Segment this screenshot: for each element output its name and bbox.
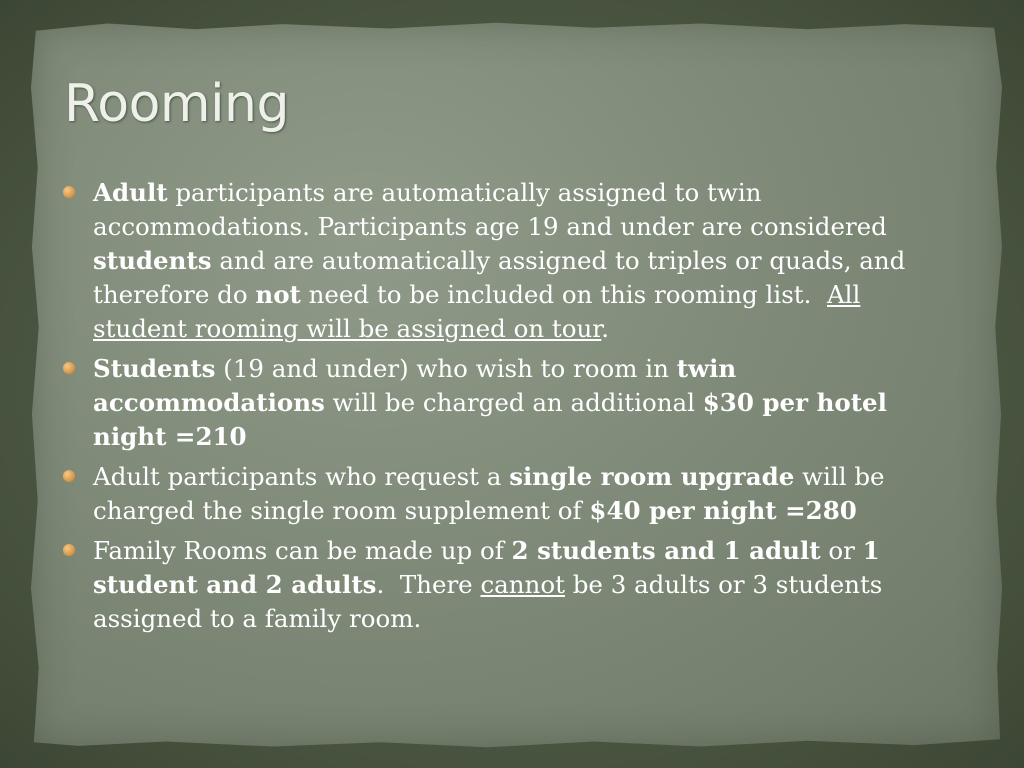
bullet-list xyxy=(60,176,960,642)
text: . There xyxy=(376,570,481,599)
text: Adult participants who request a xyxy=(93,462,510,491)
text-bold: 2 students and 1 adult xyxy=(511,536,821,565)
bullet-item xyxy=(60,460,960,528)
text: . xyxy=(601,314,610,343)
bullet-dot-icon xyxy=(63,470,75,482)
bullet-dot-icon xyxy=(63,362,75,374)
slide-title: Rooming xyxy=(64,74,289,134)
text-bold: single room upgrade xyxy=(509,462,795,491)
text-bold: $30 per hotel night =210 xyxy=(93,388,887,451)
text: or xyxy=(820,536,863,565)
text-underline: cannot xyxy=(480,570,565,599)
text-bold: $40 per night =280 xyxy=(589,496,857,525)
bullet-item xyxy=(60,534,960,636)
text-underline: All student rooming will be assigned on tour xyxy=(93,280,861,343)
text-bold: Students xyxy=(93,354,216,383)
text-bold: students xyxy=(93,246,212,275)
text: participants are automatically assigned to twin accommodations. Participants age 19 and under are considered xyxy=(93,178,887,241)
bullet-dot-icon xyxy=(63,544,75,556)
bullet-item xyxy=(60,352,960,454)
bullet-dot-icon xyxy=(63,186,75,198)
text: be 3 adults or 3 students assigned to a family room. xyxy=(93,570,883,633)
text-bold: 1 student and 2 adults xyxy=(93,536,880,599)
text-bold: not xyxy=(255,280,301,309)
text: and are automatically assigned to triples or quads, and therefore do xyxy=(93,246,906,309)
text: Family Rooms can be made up of xyxy=(93,536,512,565)
text: will be charged an additional xyxy=(324,388,703,417)
bullet-item xyxy=(60,176,960,346)
text-bold: twin accommodations xyxy=(93,354,737,417)
text-bold: Adult xyxy=(93,178,168,207)
text: need to be included on this rooming list. xyxy=(300,280,827,309)
text: (19 and under) who wish to room in xyxy=(215,354,677,383)
text: will be charged the single room supplement of xyxy=(93,462,885,525)
